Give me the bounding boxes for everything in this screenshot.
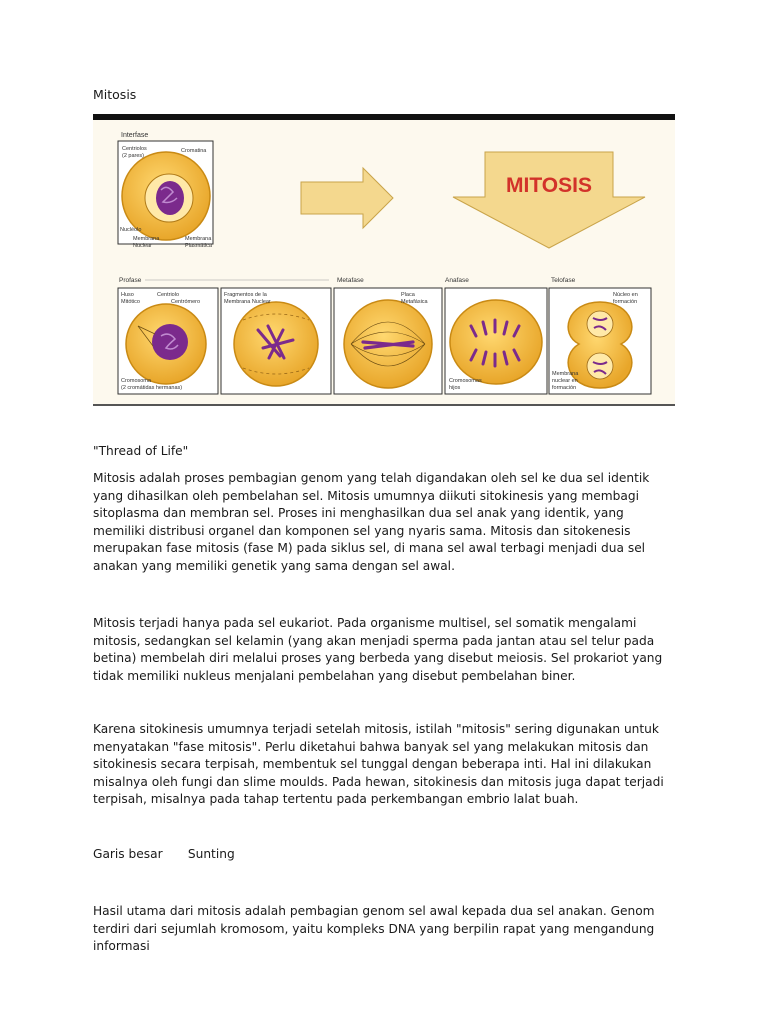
mitosis-diagram	[93, 120, 675, 404]
document-title: Mitosis	[93, 87, 137, 102]
telofase-stage-label: Telofase	[551, 277, 576, 284]
document-subtitle: "Thread of Life"	[93, 444, 189, 458]
anafase-stage-label: Anafase	[445, 277, 469, 284]
svg-text:Membrana Nuclear: Membrana Nuclear	[224, 299, 271, 305]
cromatina-label: Cromatina	[181, 148, 207, 154]
svg-text:Placa: Placa	[401, 292, 415, 298]
svg-text:Metafásica: Metafásica	[401, 299, 428, 305]
metafase-panel	[334, 288, 442, 394]
svg-text:Mitótico: Mitótico	[121, 299, 140, 305]
profase-panel-2	[221, 288, 331, 394]
svg-text:Huso: Huso	[121, 292, 134, 298]
centriolos-label: Centriolos	[122, 146, 147, 152]
paragraph-1: Mitosis adalah proses pembagian genom yang telah digandakan oleh sel ke dua sel identik yang dihasilkan oleh pembelahan sel. Mitosis umumnya diikuti sitokinesis yang membagi sitoplasma dan membran sel. Proses ini menghasilkan dua sel anak yang identik, yang memiliki distribusi organel dan komponen sel yang nyaris sama. Mitosis dan sitokenesis merupakan fase mitosis (fase M) pada siklus sel, di mana sel awal terbagi menjadi dua sel anakan yang memiliki genetik yang sama dengan sel awal.	[93, 471, 650, 573]
membrana-plasmatica-label: Membrana	[185, 236, 212, 242]
paragraph-4: Hasil utama dari mitosis adalah pembagian genom sel awal kepada dua sel anakan. Genom terdiri dari sejumlah kromosom, yaitu kompleks DNA yang berpilin rapat yang mengandung informasi	[93, 904, 655, 954]
svg-text:formación: formación	[552, 385, 577, 391]
profase-panel-1	[118, 288, 218, 394]
tab-edit[interactable]: Sunting	[187, 847, 235, 861]
svg-text:Plasmática: Plasmática	[185, 243, 212, 249]
paragraph-2: Mitosis terjadi hanya pada sel eukariot. Pada organisme multisel, sel somatik mengalami mitosis, sedangkan sel kelamin (yang akan menjadi sperma pada jantan atau sel telur pada betina) membelah diri melalui proses yang berbeda yang disebut meiosis. Sel prokariot yang tidak memiliki nukleus menjalani pembelahan yang disebut pembelahan biner.	[93, 616, 663, 683]
svg-text:Centrómero: Centrómero	[171, 299, 201, 305]
metafase-stage-label: Metafase	[337, 277, 364, 284]
svg-text:Membrana: Membrana	[552, 371, 579, 377]
nucleolo-label: Nucléolo	[120, 227, 142, 233]
svg-text:Núcleo en: Núcleo en	[613, 292, 638, 298]
paragraph-3: Karena sitokinesis umumnya terjadi setelah mitosis, istilah "mitosis" sering digunakan untuk menyatakan "fase mitosis". Perlu diketahui bahwa banyak sel yang melakukan mitosis dan sitokinesis secara terpisah, membentuk sel tunggal dengan beberapa inti. Hal ini dilakukan misalnya oleh fungi dan slime moulds. Pada hewan, sitokinesis dan mitosis juga dapat terjadi terpisah, misalnya pada tahap tertentu pada perkembangan embrio lalat buah.	[93, 722, 664, 807]
chromatin-mass	[156, 181, 184, 215]
right-arrow-icon	[301, 168, 393, 228]
svg-text:Fragmentos de la: Fragmentos de la	[224, 292, 267, 298]
section-tabs	[93, 847, 235, 861]
interphase-stage-label: Interfase	[121, 132, 149, 139]
svg-text:Cromosomas: Cromosomas	[449, 378, 482, 384]
svg-text:(2 cromátidas hermanas): (2 cromátidas hermanas)	[121, 385, 183, 391]
interphase-panel	[118, 132, 213, 249]
svg-text:Centriolo: Centriolo	[157, 292, 180, 298]
svg-text:Cromosoma: Cromosoma	[121, 378, 151, 384]
membrana-nuclear-label: Membrana	[133, 236, 160, 242]
svg-text:(2 pares): (2 pares)	[122, 153, 145, 159]
down-arrow-icon	[453, 152, 645, 248]
anafase-panel	[445, 288, 547, 394]
svg-text:formación: formación	[613, 299, 638, 305]
telofase-panel	[549, 288, 651, 394]
tab-outline[interactable]: Garis besar	[93, 847, 163, 861]
svg-text:Nuclear: Nuclear	[133, 243, 152, 249]
profase-stage-label: Profase	[119, 277, 142, 284]
svg-text:nuclear en: nuclear en	[552, 378, 578, 384]
mitosis-figure	[93, 114, 675, 406]
mitosis-banner-text: MITOSIS	[506, 174, 592, 197]
svg-text:hijos: hijos	[449, 385, 461, 391]
